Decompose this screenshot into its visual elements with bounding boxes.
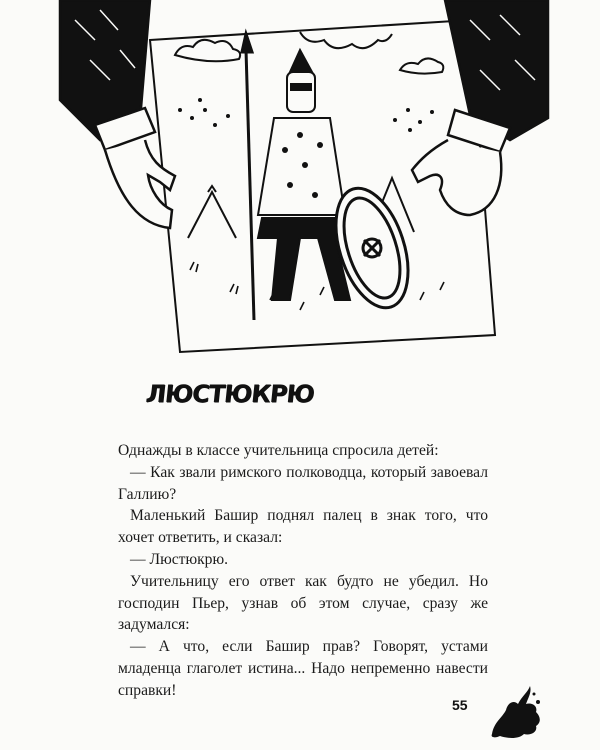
- paragraph: — А что, если Башир прав? Говорят, устами младенца глаголет истина... Надо непременно навести справки!: [118, 638, 488, 699]
- paragraph: Однажды в классе учительница спросила детей:: [118, 442, 439, 459]
- paragraph: — Как звали римского полководца, который завоевал Галлию?: [118, 463, 488, 503]
- story-text: [118, 440, 488, 702]
- ink-blot-icon: [484, 682, 544, 742]
- paragraph: — Люстюкрю.: [130, 550, 229, 568]
- page-number: 55: [452, 697, 468, 713]
- paragraph: Учительницу его ответ как будто не убедил. Но господин Пьер, узнав об этом случае, сразу же задумался:: [118, 572, 488, 634]
- paragraph: Маленький Башир поднял палец в знак того, что хочет ответить, и сказал:: [118, 507, 488, 547]
- illustration-hands-holding-picture: [0, 0, 600, 370]
- chapter-title: ЛЮСТЮКРЮ: [144, 380, 316, 408]
